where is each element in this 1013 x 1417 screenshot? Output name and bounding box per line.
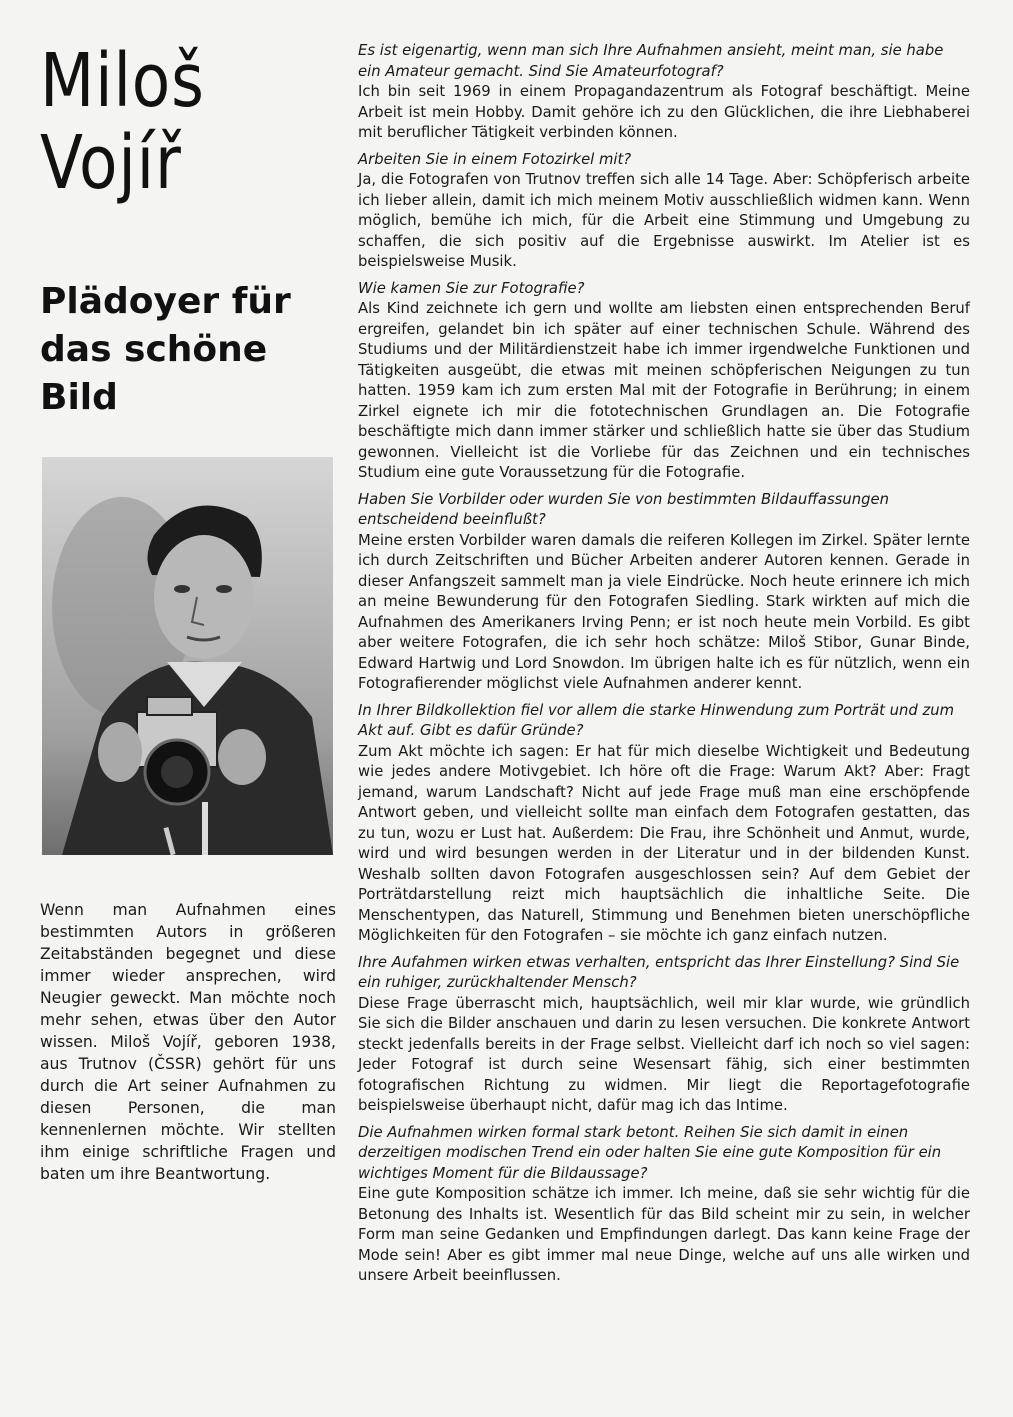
left-column xyxy=(40,40,340,422)
intro-text: Wenn man Aufnahmen eines bestimmten Autors in größeren Zeitabständen begegnet und diese immer wieder ansprechen, wird Neugier geweckt. Man möchte noch mehr sehen, etwas über den Autor wissen. Miloš Vojíř, geboren 1938, aus Trutnov (ČSSR) gehört für uns durch die Art seiner Aufnahmen zu diesen Personen, die man kennenlernen möchte. Wir stellten ihm einige schriftliche Fragen und baten um ihre Beantwortung. xyxy=(40,901,336,1183)
question-2: Arbeiten Sie in einem Fotozirkel mit? xyxy=(358,150,632,168)
question-4: Haben Sie Vorbilder oder wurden Sie von bestimmten Bildauffassungen entscheidend beeinflußt? xyxy=(358,490,889,528)
answer-3: Als Kind zeichnete ich gern und wollte am liebsten einen entsprechenden Beruf ergreifen, gelandet bin ich später auf einer technischen Schule. Während des Studiums und der Militärdienstzeit habe ich immer irgendwelche Funktionen und Tätigkeiten ausgeübt, die etwas mit meinen schöpferischen Neigungen zu tun hatten. 1959 kam ich zum ersten Mal mit der Fotografie in Berührung; in einem Zirkel eignete ich mir die fototechnischen Grundlagen an. Die Fotografie beschäftigte mich dann immer stärker und schließlich hatte sie über das Studium gewonnen. Vielleicht ist die Vorliebe für das Zeichnen und ein technisches Studium eine gute Voraussetzung für die Fotografie. xyxy=(358,300,970,481)
author-last-name: Vojíř xyxy=(40,120,182,206)
answer-5: Zum Akt möchte ich sagen: Er hat für mich dieselbe Wichtigkeit und Bedeutung wie jedes andere Motivgebiet. Ich höre oft die Frage: Warum Akt? Aber: Fragt jemand, warum Landschaft? Nicht auf jede Frage muß man eine erschöpfende Antwort geben, und vielleicht sollte man einfach dem Fotografen gestatten, das zu tun, wozu er Lust hat. Außerdem: Die Frau, ihre Schönheit und Anmut, wurde, wird und wird besungen werden in der Literatur und in der bildenden Kunst. Weshalb sollten davon Fotografen ausgeschlossen sein? Auf dem Gebiet der Porträtdarstellung reizt mich hauptsächlich die inhaltliche Seite. Die Menschentypen, das Naturell, Stimmung und Benehmen bieten unerschöpfliche Möglichkeiten für den Fotografen – sie möchte ich ganz einfach nutzen. xyxy=(358,742,970,944)
answer-2: Ja, die Fotografen von Trutnov treffen sich alle 14 Tage. Aber: Schöpferisch arbeite ich lieber allein, damit ich mich meinem Motiv ausschließlich widmen kann. Wenn möglich, bemühe ich mich, für die Arbeit eine Stimmung und Umgebung zu schaffen, die sich positiv auf die Ergebnisse auswirkt. Im Atelier ist es beispielsweise Musik. xyxy=(358,171,970,270)
question-5: In Ihrer Bildkollektion fiel vor allem die starke Hinwendung zum Porträt und zum Akt auf. Gibt es dafür Gründe? xyxy=(358,701,955,739)
answer-4: Meine ersten Vorbilder waren damals die reiferen Kollegen im Zirkel. Später lernte ich durch Zeitschriften und Bücher Arbeiten anderer Autoren kennen. Gerade in dieser Anfangszeit sammelt man ja viele Eindrücke. Noch heute erinnere ich mich an meine Bewunderung für den Fotografen Siedling. Stark wirkten auf mich die Aufnahmen des Amerikaners Irving Penn; er ist noch heute mein Vorbild. Es gibt aber weitere Fotografen, die ich sehr hoch schätze: Miloš Stibor, Gunar Binde, Edward Hartwig und Lord Snowdon. Im übrigen halte ich es für nützlich, wenn ein Fotografierender möglichst viele Aufnahmen anderer kennt. xyxy=(358,531,970,692)
question-7: Die Aufnahmen wirken formal stark betont. Reihen Sie sich damit in einen derzeitigen modischen Trend ein oder halten Sie eine gute Komposition für ein wichtiges Moment für die Bildaussage? xyxy=(358,1123,942,1182)
question-6: Ihre Aufahmen wirken etwas verhalten, entspricht das Ihrer Einstellung? Sind Sie ein ruhiger, zurückhaltender Mensch? xyxy=(358,953,960,991)
portrait-photo-illustration xyxy=(42,457,333,855)
portrait-photo xyxy=(42,457,333,855)
answer-6: Diese Frage überrascht mich, hauptsächlich, weil mir klar wurde, wie gründlich Sie sich die Bilder anschauen und darin zu lesen versuchen. Die konkrete Antwort steckt jedenfalls bereits in der Frage selbst. Vielleicht darf ich noch so viel sagen: Jeder Fotograf ist durch seine Wesensart fähig, sich einer bestimmten fotografischen Richtung zu widmen. Mir liegt die Reportagefotografie beispielsweise überhaupt nicht, dafür mag ich das Intime. xyxy=(358,994,970,1114)
answer-7: Eine gute Komposition schätze ich immer. Ich meine, daß sie sehr wichtig für die Betonung des Inhalts ist. Wesentlich für das Bild scheint mir zu sein, in welcher Form man seine Gedanken und Empfindungen darlegt. Das kann keine Frage der Mode sein! Aber es gibt immer mal neue Dinge, welche auf uns alle wirken und unsere Arbeit beeinflussen. xyxy=(358,1185,970,1284)
question-3: Wie kamen Sie zur Fotografie? xyxy=(358,279,585,297)
answer-1: Ich bin seit 1969 in einem Propagandazentrum als Fotograf beschäftigt. Meine Arbeit ist mein Hobby. Damit gehöre ich zu den Glücklichen, die ihre Liebhaberei mit beruflicher Tätigkeit verbinden können. xyxy=(358,83,970,141)
author-first-name: Miloš xyxy=(40,38,205,124)
question-1: Es ist eigenartig, wenn man sich Ihre Aufnahmen ansieht, meint man, sie habe ein Amateur gemacht. Sind Sie Amateurfotograf? xyxy=(358,42,944,80)
interview-column xyxy=(358,41,970,1293)
author-name xyxy=(40,40,295,204)
article-title: Plädoyer für das schöne Bild xyxy=(40,281,291,418)
